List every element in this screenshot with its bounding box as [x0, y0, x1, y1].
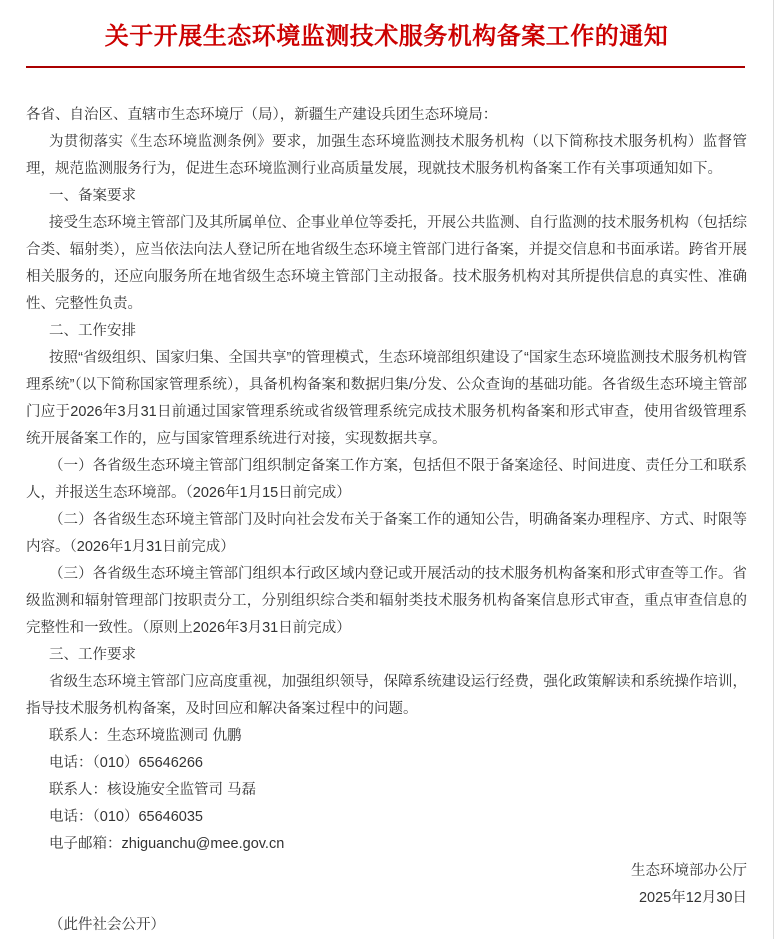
work-item-1: （一）各省级生态环境主管部门组织制定备案工作方案，包括但不限于备案途径、时间进度、责任分工和联系人，并报送生态环境部。（2026年1月15日前完成） — [26, 458, 747, 501]
work-item-2: （二）各省级生态环境主管部门及时向社会发布关于备案工作的通知公告，明确备案办理程序、方式、时限等内容。（2026年1月31日前完成） — [26, 512, 747, 555]
public-disclosure-note: （此件社会公开） — [49, 917, 165, 933]
email-address: 电子邮箱：zhiguanchu@mee.gov.cn — [49, 836, 285, 852]
contact-nuclear: 联系人：核设施安全监管司 马磊 — [49, 782, 257, 798]
phone-monitoring: 电话：（010）65646266 — [49, 755, 203, 771]
salutation: 各省、自治区、直辖市生态环境厅（局），新疆生产建设兵团生态环境局： — [26, 107, 498, 123]
section-3-body: 省级生态环境主管部门应高度重视，加强组织领导，保障系统建设运行经费，强化政策解读和系统操作培训，指导技术服务机构备案，及时回应和解决备案过程中的问题。 — [26, 674, 747, 717]
section-1-heading: 一、备案要求 — [49, 188, 136, 204]
page-title: 关于开展生态环境监测技术服务机构备案工作的通知 — [104, 23, 669, 50]
contact-monitoring: 联系人：生态环境监测司 仇鹏 — [49, 728, 242, 744]
document-body — [26, 102, 747, 939]
section-3-heading: 三、工作要求 — [49, 647, 136, 663]
signature-date: 2025年12月30日 — [638, 890, 747, 906]
section-2-heading: 二、工作安排 — [49, 323, 136, 339]
signature-org: 生态环境部办公厅 — [631, 863, 747, 879]
section-2-body: 按照“省级组织、国家归集、全国共享”的管理模式，生态环境部组织建设了“国家生态环境监测技术服务机构管理系统”（以下简称国家管理系统），具备机构备案和数据归集/分发、公众查询的基础功能。各省级生态环境主管部门应于2026年3月31日前通过国家管理系统或省级管理系统完成技术服务机构备案和形式审查，使用省级管理系统开展备案工作的，应与国家管理系统进行对接，实现数据共享。 — [26, 350, 747, 447]
phone-nuclear: 电话：（010）65646035 — [49, 809, 203, 825]
para-intro: 为贯彻落实《生态环境监测条例》要求，加强生态环境监测技术服务机构（以下简称技术服务机构）监督管理，规范监测服务行为，促进生态环境监测行业高质量发展，现就技术服务机构备案工作有关事项通知如下。 — [26, 134, 747, 177]
title-divider — [26, 66, 745, 68]
section-1-body: 接受生态环境主管部门及其所属单位、企事业单位等委托，开展公共监测、自行监测的技术服务机构（包括综合类、辐射类），应当依法向法人登记所在地省级生态环境主管部门进行备案，并提交信息和书面承诺。跨省开展相关服务的，还应向服务所在地省级生态环境主管部门主动报备。技术服务机构对其所提供信息的真实性、准确性、完整性负责。 — [26, 215, 747, 312]
work-item-3: （三）各省级生态环境主管部门组织本行政区域内登记或开展活动的技术服务机构备案和形式审查等工作。省级监测和辐射管理部门按职责分工，分别组织综合类和辐射类技术服务机构备案信息形式审查，重点审查信息的完整性和一致性。（原则上2026年3月31日前完成） — [26, 566, 747, 636]
